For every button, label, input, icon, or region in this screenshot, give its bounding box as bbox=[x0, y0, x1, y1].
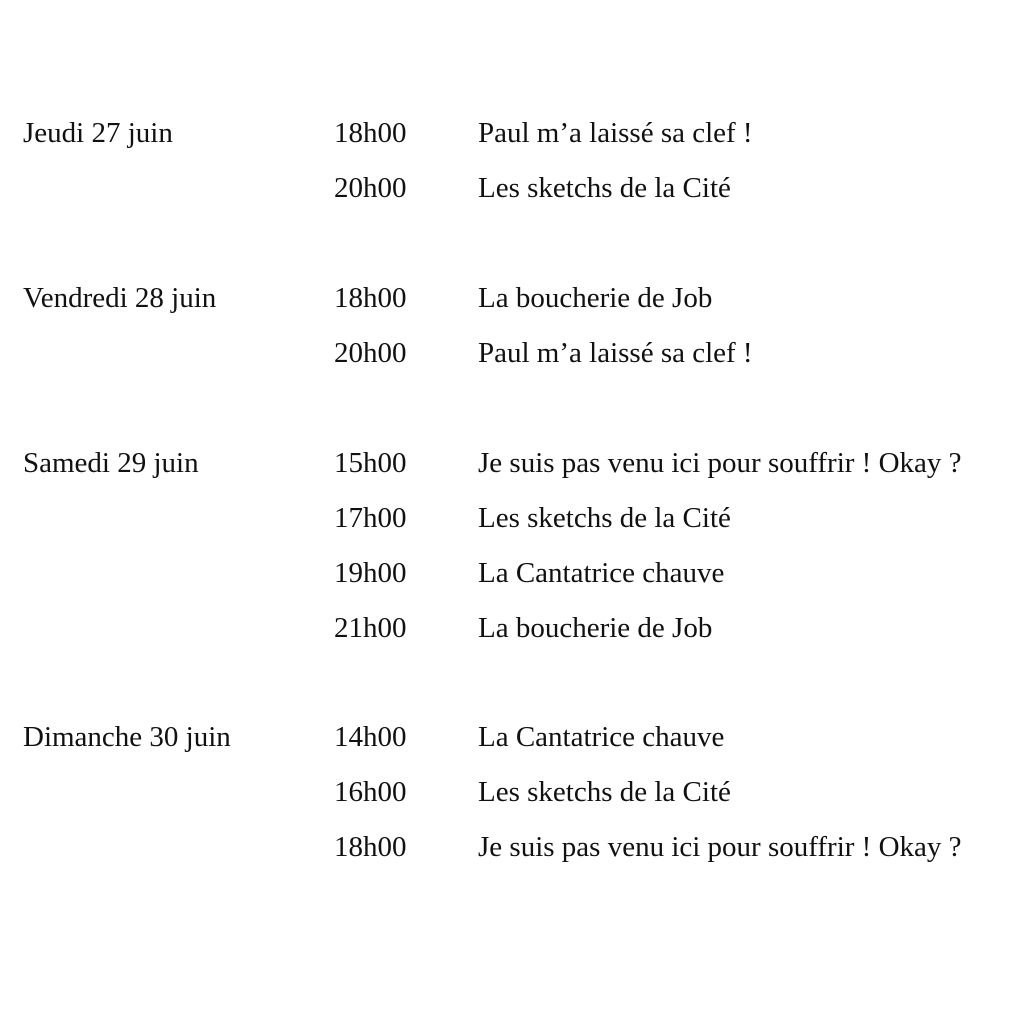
schedule-slot bbox=[0, 720, 1024, 754]
schedule-slot bbox=[0, 556, 1024, 590]
slot-time: 16h00 bbox=[334, 776, 407, 808]
day-label: Jeudi 27 juin bbox=[23, 117, 173, 149]
slot-title: Les sketchs de la Cité bbox=[478, 502, 731, 534]
slot-title: La Cantatrice chauve bbox=[478, 721, 725, 753]
slot-title: La boucherie de Job bbox=[478, 612, 713, 644]
slot-title: La boucherie de Job bbox=[478, 282, 713, 314]
schedule-slot bbox=[0, 446, 1024, 480]
slot-time: 19h00 bbox=[334, 557, 407, 589]
slot-time: 21h00 bbox=[334, 612, 407, 644]
day-label: Samedi 29 juin bbox=[23, 447, 199, 479]
slot-time: 20h00 bbox=[334, 337, 407, 369]
slot-title: La Cantatrice chauve bbox=[478, 557, 725, 589]
schedule-slot bbox=[0, 116, 1024, 150]
schedule-slot bbox=[0, 501, 1024, 535]
day-label: Vendredi 28 juin bbox=[23, 282, 217, 314]
slot-time: 18h00 bbox=[334, 831, 407, 863]
day-label: Dimanche 30 juin bbox=[23, 721, 231, 753]
slot-title: Je suis pas venu ici pour souffrir ! Okay ? bbox=[478, 831, 962, 863]
schedule-slot bbox=[0, 830, 1024, 864]
slot-time: 20h00 bbox=[334, 172, 407, 204]
slot-time: 18h00 bbox=[334, 117, 407, 149]
schedule-slot bbox=[0, 336, 1024, 370]
slot-time: 17h00 bbox=[334, 502, 407, 534]
slot-title: Je suis pas venu ici pour souffrir ! Okay ? bbox=[478, 447, 962, 479]
schedule-slot bbox=[0, 281, 1024, 315]
schedule-slot bbox=[0, 171, 1024, 205]
slot-time: 18h00 bbox=[334, 282, 407, 314]
slot-time: 14h00 bbox=[334, 721, 407, 753]
schedule-slot bbox=[0, 611, 1024, 645]
slot-title: Paul m’a laissé sa clef ! bbox=[478, 337, 753, 369]
slot-title: Les sketchs de la Cité bbox=[478, 172, 731, 204]
slot-title: Les sketchs de la Cité bbox=[478, 776, 731, 808]
slot-time: 15h00 bbox=[334, 447, 407, 479]
slot-title: Paul m’a laissé sa clef ! bbox=[478, 117, 753, 149]
schedule-slot bbox=[0, 775, 1024, 809]
